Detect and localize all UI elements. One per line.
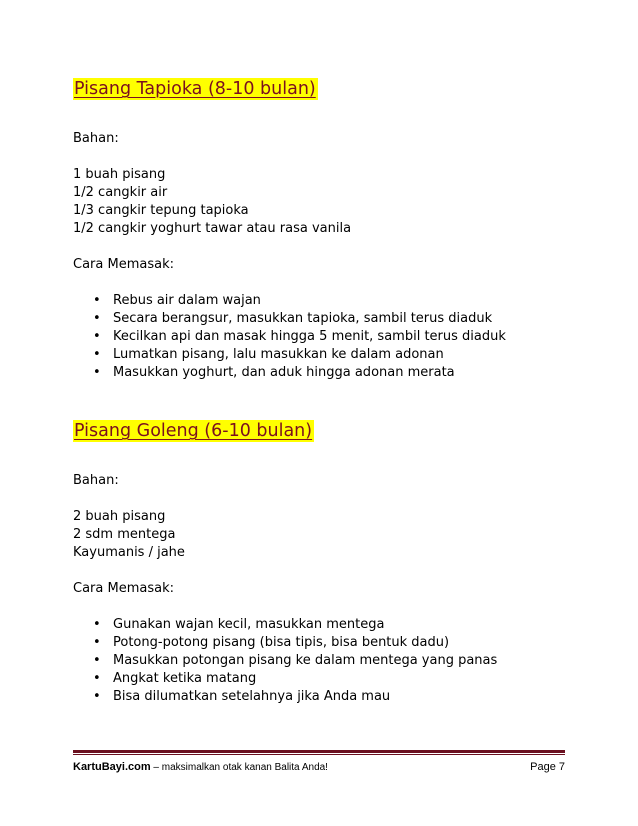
bullet-icon: • (93, 329, 101, 344)
bullet-icon: • (93, 617, 101, 632)
bullet-icon: • (93, 653, 101, 668)
step-item (73, 616, 573, 634)
step-item (73, 310, 573, 328)
step-item (73, 292, 573, 310)
ingredient-item: 1/2 cangkir air (73, 185, 168, 200)
footer-tagline: – maksimalkan otak kanan Balita Anda! (150, 762, 328, 773)
footer-text (73, 760, 565, 775)
step-item (73, 328, 573, 346)
ingredient-item: Kayumanis / jahe (73, 545, 185, 560)
bullet-icon: • (93, 293, 101, 308)
bullet-icon: • (93, 311, 101, 326)
bullet-icon: • (93, 347, 101, 362)
steps-list (73, 292, 573, 382)
ingredient-item: 1/3 cangkir tepung tapioka (73, 203, 249, 218)
footer-rule (73, 750, 565, 753)
bullet-icon: • (93, 689, 101, 704)
step-item (73, 346, 573, 364)
step-item (73, 688, 573, 706)
recipe-title: Pisang Goleng (6-10 bulan) (74, 421, 313, 441)
footer-brand: KartuBayi.com (73, 761, 151, 773)
step-text: Potong-potong pisang (bisa tipis, bisa bentuk dadu) (113, 635, 450, 650)
recipe-pisang-tapioka (73, 78, 573, 382)
recipe-pisang-goleng (73, 420, 573, 706)
step-text: Lumatkan pisang, lalu masukkan ke dalam adonan (113, 347, 444, 362)
ingredients-list (73, 166, 573, 238)
steps-label: Cara Memasak: (73, 581, 174, 596)
ingredients-list (73, 508, 573, 562)
step-text: Rebus air dalam wajan (113, 293, 261, 308)
bullet-icon: • (93, 671, 101, 686)
ingredient-item: 2 buah pisang (73, 509, 166, 524)
step-item (73, 670, 573, 688)
step-text: Masukkan yoghurt, dan aduk hingga adonan merata (113, 365, 455, 380)
recipe-title: Pisang Tapioka (8-10 bulan) (74, 79, 316, 99)
step-text: Kecilkan api dan masak hingga 5 menit, sambil terus diaduk (113, 329, 506, 344)
footer-rule-thin (73, 754, 565, 755)
step-item (73, 634, 573, 652)
footer-left (73, 760, 328, 775)
ingredient-item: 1 buah pisang (73, 167, 166, 182)
bullet-icon: • (93, 365, 101, 380)
step-text: Masukkan potongan pisang ke dalam mentega yang panas (113, 653, 498, 668)
step-text: Angkat ketika matang (113, 671, 257, 686)
page-number: Page 7 (530, 761, 565, 773)
step-item (73, 652, 573, 670)
page-footer (73, 750, 565, 775)
ingredient-item: 2 sdm mentega (73, 527, 176, 542)
step-text: Gunakan wajan kecil, masukkan mentega (113, 617, 385, 632)
ingredients-label: Bahan: (73, 131, 119, 146)
steps-list (73, 616, 573, 706)
steps-label: Cara Memasak: (73, 257, 174, 272)
ingredient-item: 1/2 cangkir yoghurt tawar atau rasa vanila (73, 221, 352, 236)
step-text: Bisa dilumatkan setelahnya jika Anda mau (113, 689, 391, 704)
step-item (73, 364, 573, 382)
bullet-icon: • (93, 635, 101, 650)
ingredients-label: Bahan: (73, 473, 119, 488)
step-text: Secara berangsur, masukkan tapioka, sambil terus diaduk (113, 311, 493, 326)
